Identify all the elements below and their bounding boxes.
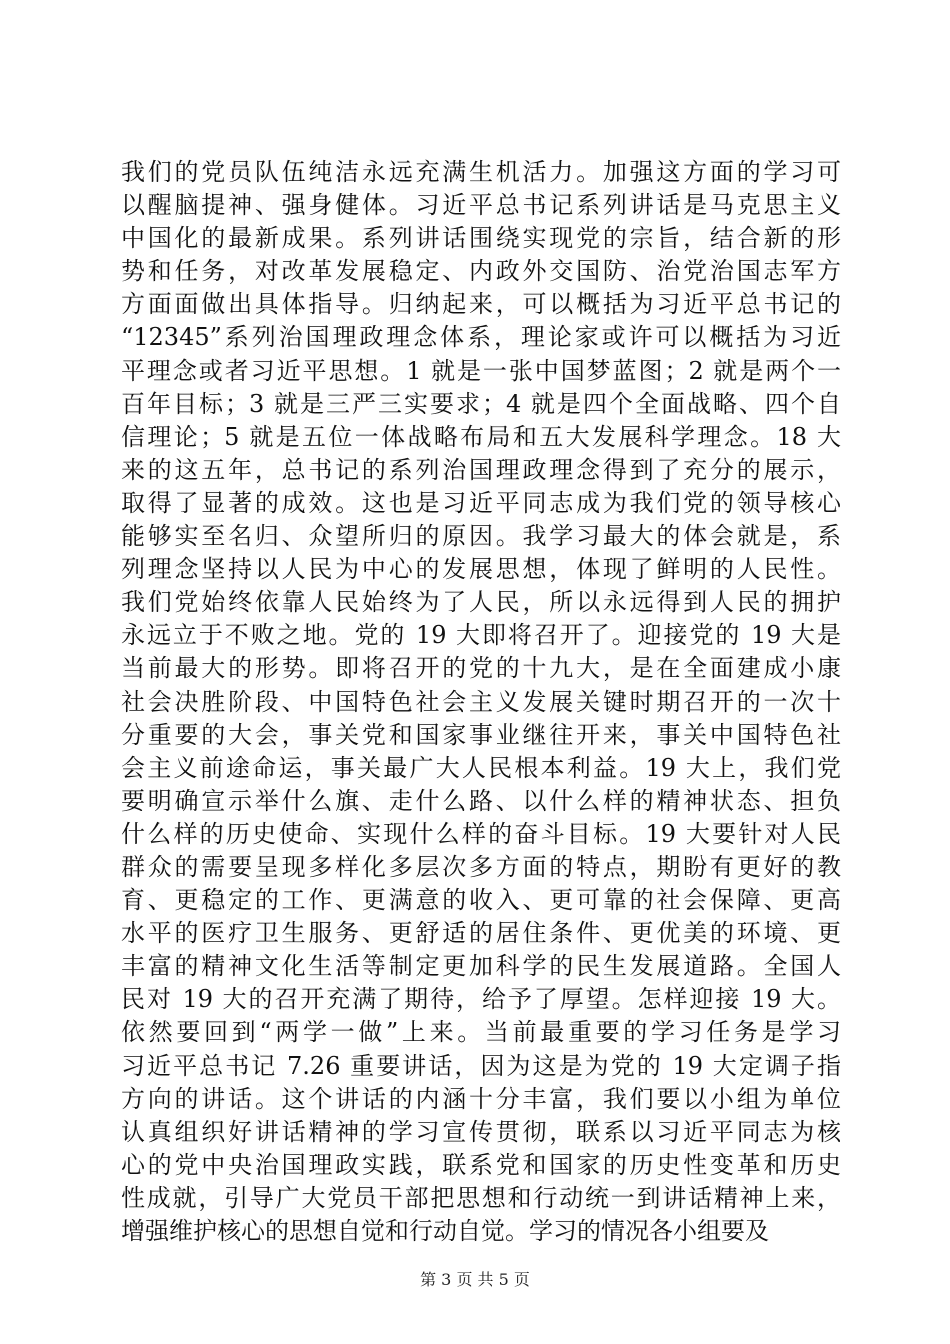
text-line: 性成就，引导广大党员干部把思想和行动统一到讲话精神上来， (121, 1183, 841, 1212)
text-line: 当前最大的形势。即将召开的党的十九大，是在全面建成小康 (121, 654, 841, 683)
text-line: 永远立于不败之地。党的 19 大即将召开了。迎接党的 19 大是 (121, 621, 841, 650)
text-line: 增强维护核心的思想自觉和行动自觉。学习的情况各小组要及 (121, 1217, 769, 1245)
text-line: “12345”系列治国理政理念体系，理论家或许可以概括为习近 (121, 323, 841, 352)
body-paragraph (121, 156, 841, 1248)
text-line: 会主义前途命运，事关最广大人民根本利益。19 大上，我们党 (121, 753, 841, 782)
text-line: 取得了显著的成效。这也是习近平同志成为我们党的领导核心 (121, 488, 841, 517)
text-line: 认真组织好讲话精神的学习宣传贯彻，联系以习近平同志为核 (121, 1117, 841, 1146)
text-line: 习近平总书记 7.26 重要讲话，因为这是为党的 19 大定调子指 (121, 1051, 841, 1080)
text-line: 水平的医疗卫生服务、更舒适的居住条件、更优美的环境、更 (121, 919, 841, 948)
text-line: 以醒脑提神、强身健体。习近平总书记系列讲话是马克思主义 (121, 191, 841, 220)
text-line: 育、更稳定的工作、更满意的收入、更可靠的社会保障、更高 (121, 886, 841, 915)
text-line: 势和任务，对改革发展稳定、内政外交国防、治党治国志军方 (121, 257, 841, 286)
text-line: 丰富的精神文化生活等制定更加科学的民生发展道路。全国人 (121, 952, 841, 981)
text-line: 我们的党员队伍纯洁永远充满生机活力。加强这方面的学习可 (121, 158, 841, 186)
text-line: 百年目标；3 就是三严三实要求；4 就是四个全面战略、四个自 (121, 389, 841, 418)
text-line: 平理念或者习近平思想。1 就是一张中国梦蓝图；2 就是两个一 (121, 356, 841, 385)
text-line: 民对 19 大的召开充满了期待，给予了厚望。怎样迎接 19 大。 (121, 985, 841, 1014)
text-line: 列理念坚持以人民为中心的发展思想，体现了鲜明的人民性。 (121, 555, 841, 584)
text-line: 能够实至名归、众望所归的原因。我学习最大的体会就是，系 (121, 522, 841, 551)
page-footer: 第 3 页 共 5 页 (420, 1270, 530, 1289)
text-line: 我们党始终依靠人民始终为了人民，所以永远得到人民的拥护 (121, 588, 841, 617)
text-line: 要明确宣示举什么旗、走什么路、以什么样的精神状态、担负 (121, 786, 841, 815)
text-line: 中国化的最新成果。系列讲话围绕实现党的宗旨，结合新的形 (121, 224, 841, 253)
text-line: 方面面做出具体指导。归纳起来，可以概括为习近平总书记的 (121, 290, 841, 319)
text-line: 方向的讲话。这个讲话的内涵十分丰富，我们要以小组为单位 (121, 1084, 841, 1113)
text-line: 依然要回到“两学一做”上来。当前最重要的学习任务是学习 (121, 1018, 841, 1047)
text-line: 什么样的历史使命、实现什么样的奋斗目标。19 大要针对人民 (121, 819, 841, 848)
text-line: 分重要的大会，事关党和国家事业继往开来，事关中国特色社 (121, 720, 841, 749)
text-line: 群众的需要呈现多样化多层次多方面的特点，期盼有更好的教 (121, 852, 841, 881)
text-line: 来的这五年，总书记的系列治国理政理念得到了充分的展示， (121, 455, 841, 484)
text-line: 信理论；5 就是五位一体战略布局和五大发展科学理念。18 大 (121, 422, 841, 451)
text-line: 心的党中央治国理政实践，联系党和国家的历史性变革和历史 (121, 1150, 841, 1179)
text-line: 社会决胜阶段、中国特色社会主义发展关键时期召开的一次十 (121, 687, 841, 716)
